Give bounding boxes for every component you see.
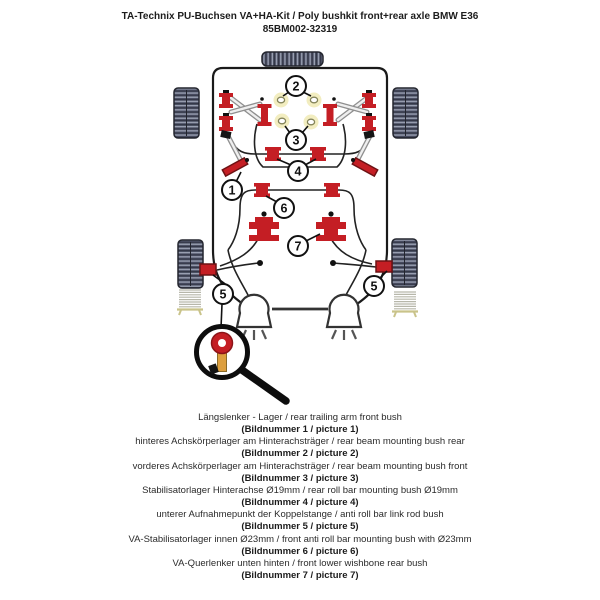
legend-text: unterer Aufnahmepunkt der Koppelstange / anti roll bar link rod bush xyxy=(156,509,444,521)
svg-text:3: 3 xyxy=(292,133,300,148)
legend-item xyxy=(0,436,600,460)
legend-text: Stabilisatorlager Hinterachse Ø19mm / rear roll bar mounting bush Ø19mm xyxy=(142,484,458,496)
legend-text: Längslenker - Lager / rear trailing arm front bush xyxy=(198,412,402,423)
rear-beam-bushes xyxy=(258,97,338,126)
legend-ref: (Bildnummer 1 / picture 1) xyxy=(241,424,359,436)
callout-3 xyxy=(286,130,306,150)
legend-item xyxy=(0,509,600,533)
legend-ref: (Bildnummer 6 / picture 6) xyxy=(241,545,359,557)
legend-ref: (Bildnummer 2 / picture 2) xyxy=(241,448,359,460)
callout-4 xyxy=(288,161,308,181)
title-line1: TA-Technix PU-Buchsen VA+HA-Kit / Poly bushkit front+rear axle BMW E36 xyxy=(121,11,479,22)
magnifier-icon xyxy=(197,327,287,402)
legend-text: vorderes Achskörperlager am Hinterachsträger / rear beam mounting bush front xyxy=(132,460,468,472)
callout-6 xyxy=(274,198,294,218)
title-line2: 85BM002-32319 xyxy=(262,23,338,35)
legend-item xyxy=(0,485,600,509)
callout-5-right xyxy=(364,276,384,296)
spare-tire xyxy=(262,52,323,66)
legend-text: VA-Querlenker unten hinten / front lower wishbone rear bush xyxy=(172,557,428,569)
callout-2 xyxy=(286,76,306,96)
callout-5-left xyxy=(213,284,233,304)
legend-item xyxy=(0,461,600,485)
front-right-spring xyxy=(392,292,418,317)
legend-text: VA-Stabilisatorlager innen Ø23mm / front anti roll bar mounting bush with Ø23mm xyxy=(128,533,472,545)
callout-7 xyxy=(288,236,308,256)
legend-text: hinteres Achskörperlager am Hinterachsträger / rear beam mounting bush rear xyxy=(135,436,465,448)
svg-text:6: 6 xyxy=(280,201,288,216)
rear-right-tire xyxy=(393,88,418,138)
front-left-spring xyxy=(177,290,203,315)
legend-ref: (Bildnummer 3 / picture 3) xyxy=(241,472,359,484)
svg-text:5: 5 xyxy=(370,279,378,294)
callout-1 xyxy=(222,180,242,200)
legend-ref: (Bildnummer 5 / picture 5) xyxy=(241,521,359,533)
legend-ref: (Bildnummer 4 / picture 4) xyxy=(241,497,359,509)
svg-text:1: 1 xyxy=(228,183,236,198)
legend-item xyxy=(0,558,600,582)
legend-item xyxy=(0,412,600,436)
rear-left-tire xyxy=(174,88,199,138)
strut-domes xyxy=(237,295,361,340)
svg-text:7: 7 xyxy=(294,239,302,254)
front-right-tire xyxy=(392,239,417,287)
svg-text:5: 5 xyxy=(219,287,227,302)
parts-legend xyxy=(0,412,600,582)
trailing-arm-bush-left xyxy=(222,158,247,176)
callout-leaders xyxy=(213,92,387,328)
legend-ref: (Bildnummer 7 / picture 7) xyxy=(241,570,359,582)
legend-item xyxy=(0,534,600,558)
svg-text:2: 2 xyxy=(292,79,300,94)
subframe-mount-points xyxy=(274,93,322,130)
trailing-arm-bush-right xyxy=(352,158,377,176)
svg-text:4: 4 xyxy=(294,164,302,179)
